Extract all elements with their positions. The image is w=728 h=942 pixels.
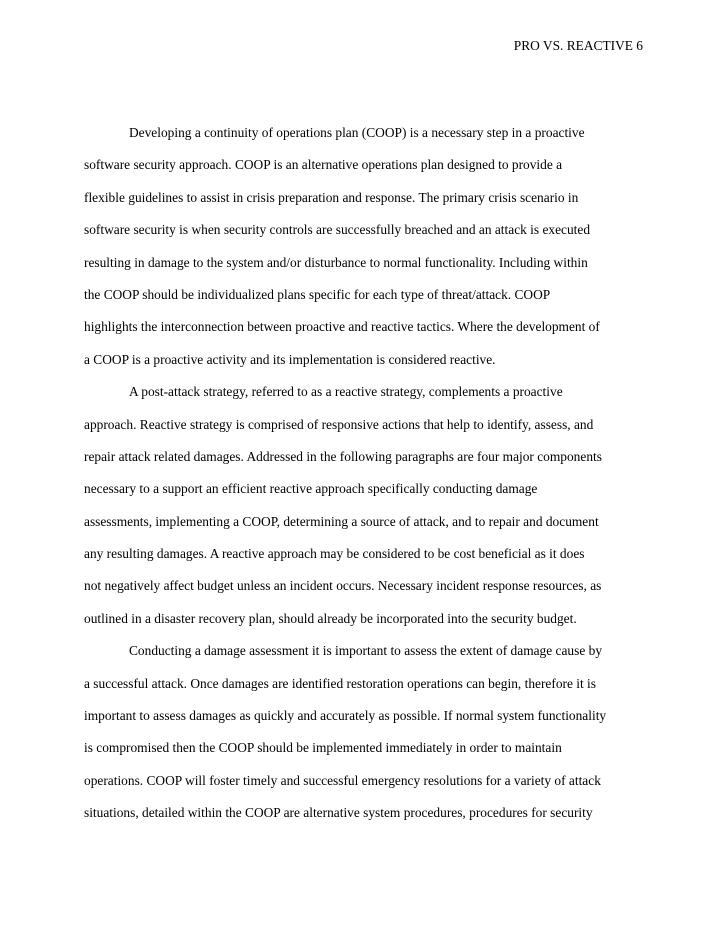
paragraph-3-line-2: a successful attack. Once damages are identified restoration operations can begin, therefore it is [84, 675, 596, 691]
paragraph-1-line-5: resulting in damage to the system and/or disturbance to normal functionality. Including within [84, 254, 588, 270]
paragraph-1-line-1: Developing a continuity of operations plan (COOP) is a necessary step in a proactive [129, 125, 585, 140]
paragraph-2-line-7: not negatively affect budget unless an incident occurs. Necessary incident response resources, as [84, 578, 602, 594]
paragraph-2-line-4: necessary to a support an efficient reactive approach specifically conducting damage [84, 481, 538, 497]
paragraph-1-line-4: software security is when security controls are successfully breached and an attack is executed [84, 222, 591, 238]
paragraph-3-line-1: Conducting a damage assessment it is important to assess the extent of damage cause by [129, 643, 603, 659]
paragraph-1-line-2: software security approach. COOP is an alternative operations plan designed to provide a [84, 157, 563, 173]
paragraph-3-line-4: is compromised then the COOP should be implemented immediately in order to maintain [84, 740, 562, 756]
paragraph-1-line-7: highlights the interconnection between proactive and reactive tactics. Where the development of [84, 319, 600, 335]
paragraph-2-line-3: repair attack related damages. Addressed in the following paragraphs are four major components [84, 448, 602, 464]
paragraph-2-line-6: any resulting damages. A reactive approach may be considered to be cost beneficial as it does [84, 546, 585, 562]
paragraph-1-line-3: flexible guidelines to assist in crisis preparation and response. The primary crisis scenario in [84, 189, 579, 205]
paragraph-3-line-5: operations. COOP will foster timely and successful emergency resolutions for a variety of attack [84, 772, 601, 788]
paragraph-3-line-6: situations, detailed within the COOP are alternative system procedures, procedures for security [84, 805, 593, 821]
paragraph-2-line-1: A post-attack strategy, referred to as a reactive strategy, complements a proactive [129, 384, 563, 400]
paragraph-1-line-8: a COOP is a proactive activity and its implementation is considered reactive. [84, 351, 496, 367]
paragraph-2-line-8: outlined in a disaster recovery plan, should already be incorporated into the security budget. [84, 610, 577, 626]
running-head: PRO VS. REACTIVE 6 [513, 38, 643, 53]
paragraph-3-line-3: important to assess damages as quickly and accurately as possible. If normal system functionality [84, 708, 607, 724]
paragraph-2-line-2: approach. Reactive strategy is comprised of responsive actions that help to identify, assess, and [84, 416, 594, 432]
paragraph-1-line-6: the COOP should be individualized plans specific for each type of threat/attack. COOP [84, 286, 551, 302]
body-text [84, 117, 664, 830]
paragraph-2-line-5: assessments, implementing a COOP, determining a source of attack, and to repair and document [84, 513, 599, 529]
